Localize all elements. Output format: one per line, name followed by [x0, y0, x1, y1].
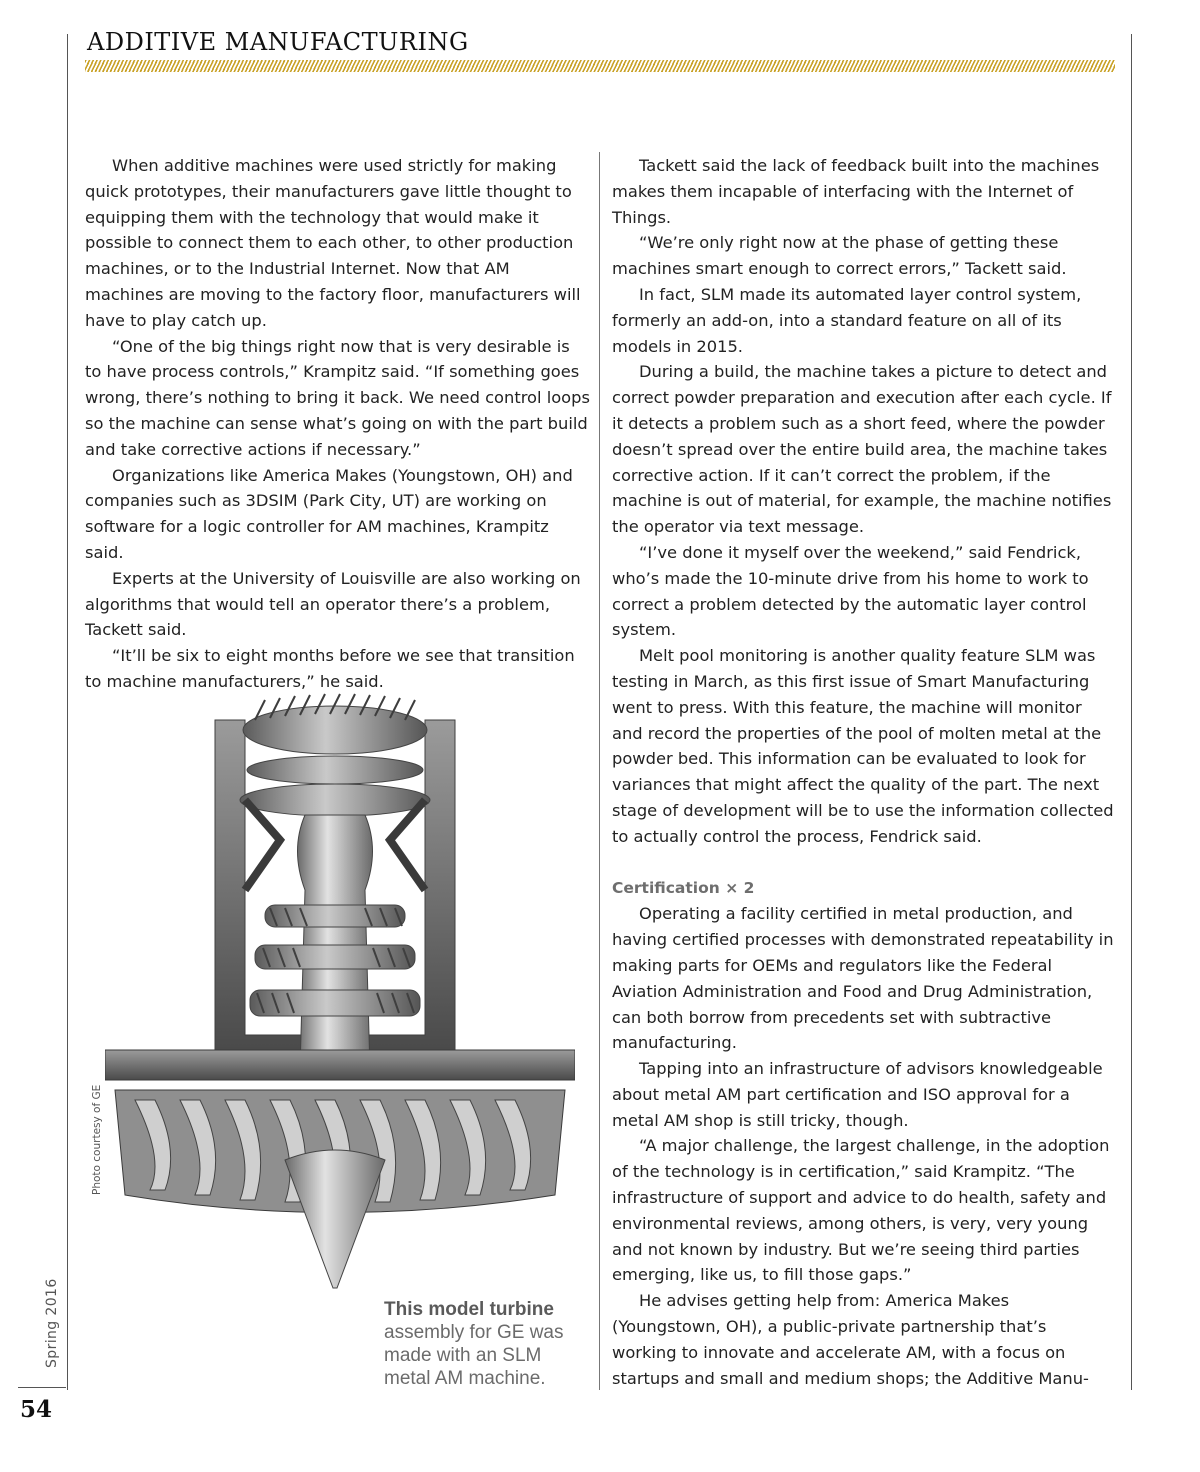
caption-lead: This model turbine — [384, 1299, 554, 1320]
section-subhead: Certification × 2 — [612, 878, 755, 897]
article-paragraph: Melt pool monitoring is another quality feature SLM was testing in March, as this first issue of Smart Manufacturing went to press. With this feature, the machine will monitor and record the properties of the pool of molten metal at the powder bed. This information can be evaluated to look for variances that might affect the quality of the part. The next stage of development will be to use the information collected to actually control the process, Fendrick said. — [612, 646, 1114, 846]
article-paragraph: Experts at the University of Louisville are also working on algorithms that would tell an operator there’s a problem, Tackett said. — [85, 568, 581, 640]
right-article-column — [612, 153, 1115, 1391]
article-paragraph: When additive machines were used strictly for making quick prototypes, their manufacturers gave little thought to equipping them with the technology that would make it possible to connect them to each other, to other production machines, or to the Industrial Internet. Now that AM machines are moving to the factory floor, manufacturers will have to play catch up. — [85, 156, 581, 330]
column-divider — [599, 152, 600, 1390]
article-paragraph: He advises getting help from: America Makes (Youngstown, OH), a public-private partnership that’s working to innovate and accelerate AM, with a focus on startups and small and medium shops; the Additive Manu- — [612, 1291, 1089, 1388]
header-hatch-bar — [85, 60, 1115, 72]
article-paragraph: During a build, the machine takes a picture to detect and correct powder preparation and execution after each cycle. If it detects a problem such as a short feed, where the powder doesn’t spread over the entire build area, the machine takes corrective action. If it can’t correct the problem, if the machine is out of material, for example, the machine notifies the operator via text message. — [612, 362, 1112, 537]
section-title: ADDITIVE MANUFACTURING — [87, 28, 469, 56]
article-paragraph: Tapping into an infrastructure of advisors knowledgeable about metal AM part certification and ISO approval for a metal AM shop is still tricky, though. — [612, 1059, 1103, 1130]
issue-date: Spring 2016 — [44, 1278, 60, 1368]
article-paragraph: “One of the big things right now that is very desirable is to have process controls,” Krampitz said. “If something goes wrong, there’s nothing to bring it back. We need control loops so the machine can sense what’s going on with the part build and take corrective actions if necessary.” — [85, 336, 590, 459]
left-frame-rule — [67, 34, 68, 1390]
footer-rule — [18, 1387, 66, 1388]
turbine-assembly-photo — [105, 690, 575, 1295]
article-paragraph: “I’ve done it myself over the weekend,” said Fendrick, who’s made the 10-minute drive from his home to work to correct a problem detected by the automatic layer control system. — [612, 542, 1089, 640]
right-frame-rule — [1131, 34, 1132, 1390]
article-paragraph: Tackett said the lack of feedback built into the machines makes them incapable of interfacing with the Internet of Things. — [612, 156, 1100, 227]
article-paragraph: “It’ll be six to eight months before we see that transition to machine manufacturers,” he said. — [85, 646, 575, 691]
article-paragraph: Organizations like America Makes (Youngstown, OH) and companies such as 3DSIM (Park City, UT) are working on software for a logic controller for AM machines, Krampitz said. — [85, 465, 573, 562]
article-paragraph: “We’re only right now at the phase of getting these machines smart enough to correct errors,” Tackett said. — [612, 233, 1067, 279]
caption-text: assembly for GE was made with an SLM metal AM machine. — [384, 1322, 564, 1389]
figure-caption — [384, 1298, 589, 1390]
article-paragraph: “A major challenge, the largest challenge, in the adoption of the technology is in certification,” said Krampitz. “The infrastructure of support and advice to do health, safety and environmental reviews, among others, is very, very young and not known by industry. But we’re seeing third parties emerging, like us, to fill those gaps.” — [612, 1136, 1110, 1285]
left-article-column — [85, 153, 590, 695]
page-number: 54 — [20, 1396, 53, 1423]
article-paragraph: Operating a facility certified in metal production, and having certified processes with demonstrated repeatability in making parts for OEMs and regulators like the Federal Aviation Administration and Food and Drug Administration, can both borrow from precedents set with subtractive manufacturing. — [612, 904, 1114, 1053]
photo-credit: Photo courtesy of GE — [91, 1084, 103, 1195]
article-paragraph: In fact, SLM made its automated layer control system, formerly an add-on, into a standard feature on all of its models in 2015. — [612, 284, 1082, 356]
